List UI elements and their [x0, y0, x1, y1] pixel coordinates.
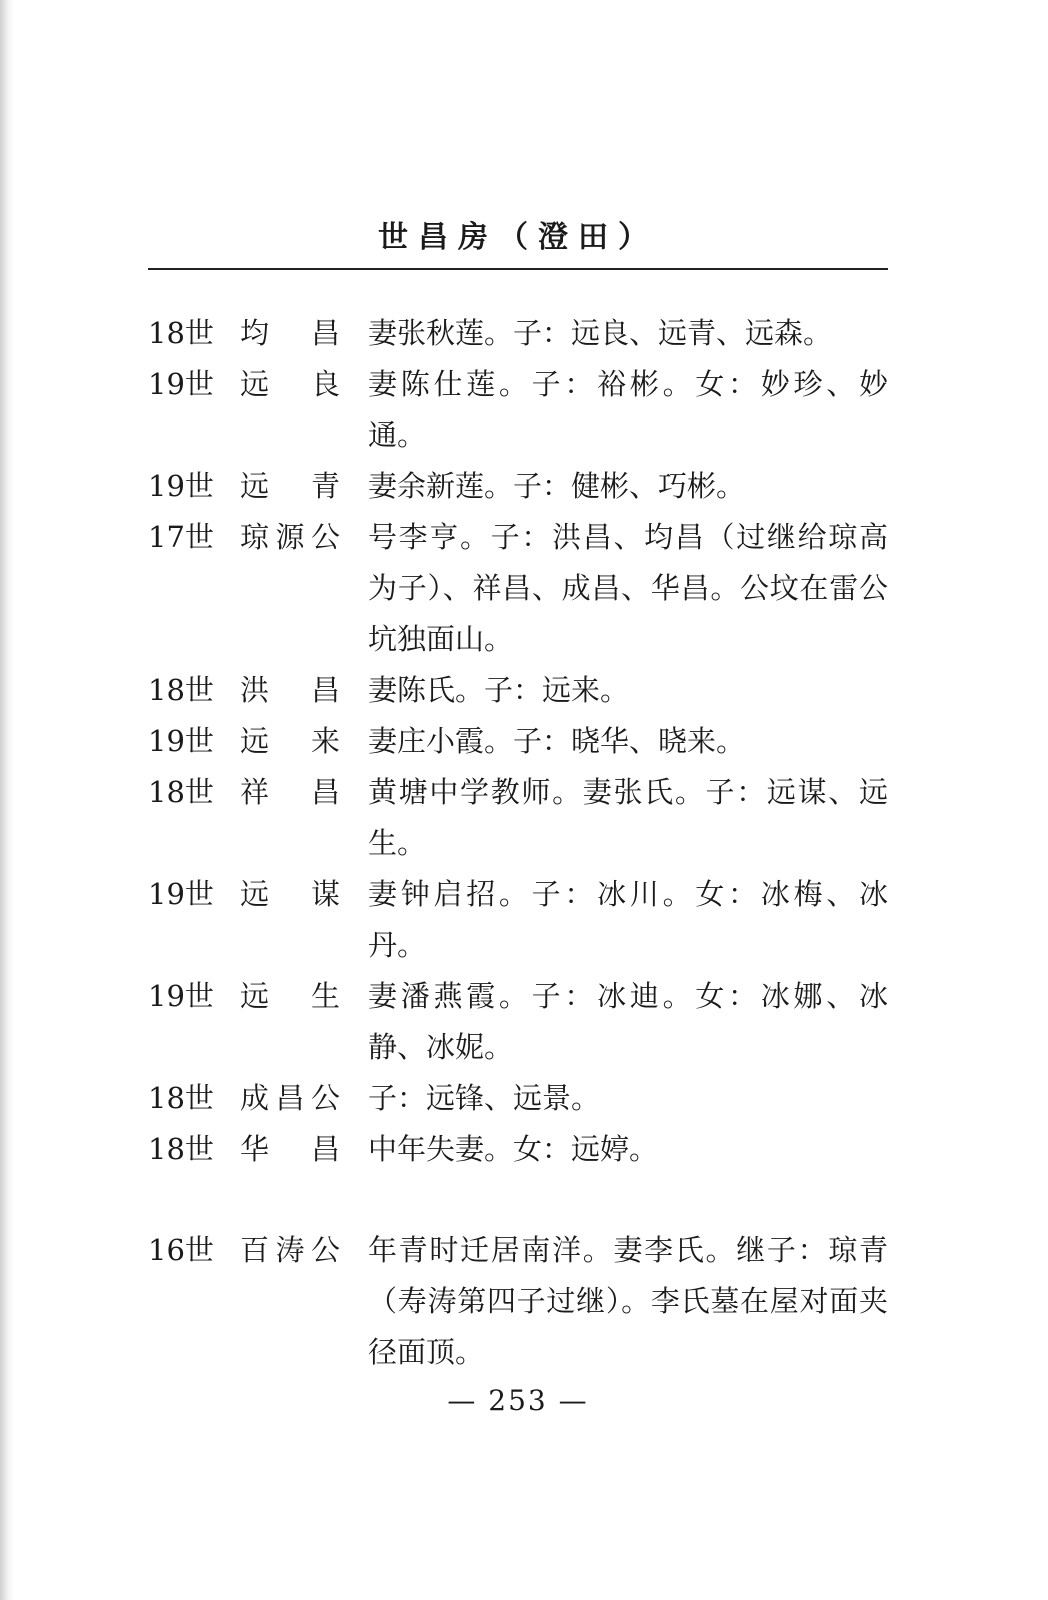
- person-description: 妻钟启招。子：冰川。女：冰梅、冰丹。: [368, 877, 888, 962]
- genealogy-entry: [148, 971, 888, 1073]
- person-name: 远来: [240, 724, 340, 758]
- person-name: 百涛公: [240, 1233, 340, 1267]
- person-description: 号李亨。子：洪昌、均昌（过继给琼高为子）、祥昌、成昌、华昌。公坟在雷公坑独面山。: [368, 520, 888, 656]
- genealogy-entry: [148, 359, 888, 461]
- person-description: 妻张秋莲。子：远良、远青、远森。: [368, 316, 833, 350]
- person-description: 妻陈氏。子：远来。: [368, 673, 630, 707]
- person-description: 妻潘燕霞。子：冰迪。女：冰娜、冰静、冰妮。: [368, 979, 888, 1064]
- page-header-title: 世昌房（澄田）: [378, 220, 658, 255]
- page-edge-shadow: [0, 0, 14, 1600]
- person-description: 中年失妻。女：远婷。: [368, 1132, 659, 1166]
- generation-label: 17世: [148, 520, 214, 554]
- genealogy-entry: [148, 1225, 888, 1378]
- generation-label: 19世: [148, 469, 214, 503]
- section-gap: [148, 1175, 888, 1225]
- person-name: 成昌公: [240, 1081, 340, 1115]
- person-name: 琼源公: [240, 520, 340, 554]
- person-name: 均昌: [240, 316, 340, 350]
- generation-label: 18世: [148, 673, 214, 707]
- header-divider: [148, 268, 888, 270]
- generation-label: 18世: [148, 1081, 214, 1115]
- generation-label: 19世: [148, 367, 214, 401]
- genealogy-entry: [148, 461, 888, 512]
- generation-label: 19世: [148, 877, 214, 911]
- person-name: 远谋: [240, 877, 340, 911]
- person-description: 黄塘中学教师。妻张氏。子：远谋、远生。: [368, 775, 888, 860]
- person-description: 妻庄小霞。子：晓华、晓来。: [368, 724, 746, 758]
- generation-label: 16世: [148, 1233, 214, 1267]
- page-number: — 253 —: [447, 1384, 589, 1417]
- person-name: 洪昌: [240, 673, 340, 707]
- person-description: 妻余新莲。子：健彬、巧彬。: [368, 469, 746, 503]
- genealogy-list: [148, 308, 888, 1378]
- person-name: 华昌: [240, 1132, 340, 1166]
- person-name: 远良: [240, 367, 340, 401]
- genealogy-entry: [148, 512, 888, 665]
- genealogy-entry: [148, 1124, 888, 1175]
- generation-label: 18世: [148, 775, 214, 809]
- generation-label: 19世: [148, 979, 214, 1013]
- person-name: 远青: [240, 469, 340, 503]
- genealogy-entry: [148, 308, 888, 359]
- genealogy-entry: [148, 1073, 888, 1124]
- genealogy-entry: [148, 716, 888, 767]
- person-description: 年青时迁居南洋。妻李氏。继子：琼青（寿涛第四子过继）。李氏墓在屋对面夹径面顶。: [368, 1233, 888, 1369]
- generation-label: 19世: [148, 724, 214, 758]
- person-name: 祥昌: [240, 775, 340, 809]
- generation-label: 18世: [148, 1132, 214, 1166]
- person-description: 子：远锋、远景。: [368, 1081, 601, 1115]
- genealogy-entry: [148, 869, 888, 971]
- genealogy-entry: [148, 665, 888, 716]
- genealogy-entry: [148, 767, 888, 869]
- person-name: 远生: [240, 979, 340, 1013]
- generation-label: 18世: [148, 316, 214, 350]
- person-description: 妻陈仕莲。子：裕彬。女：妙珍、妙通。: [368, 367, 888, 452]
